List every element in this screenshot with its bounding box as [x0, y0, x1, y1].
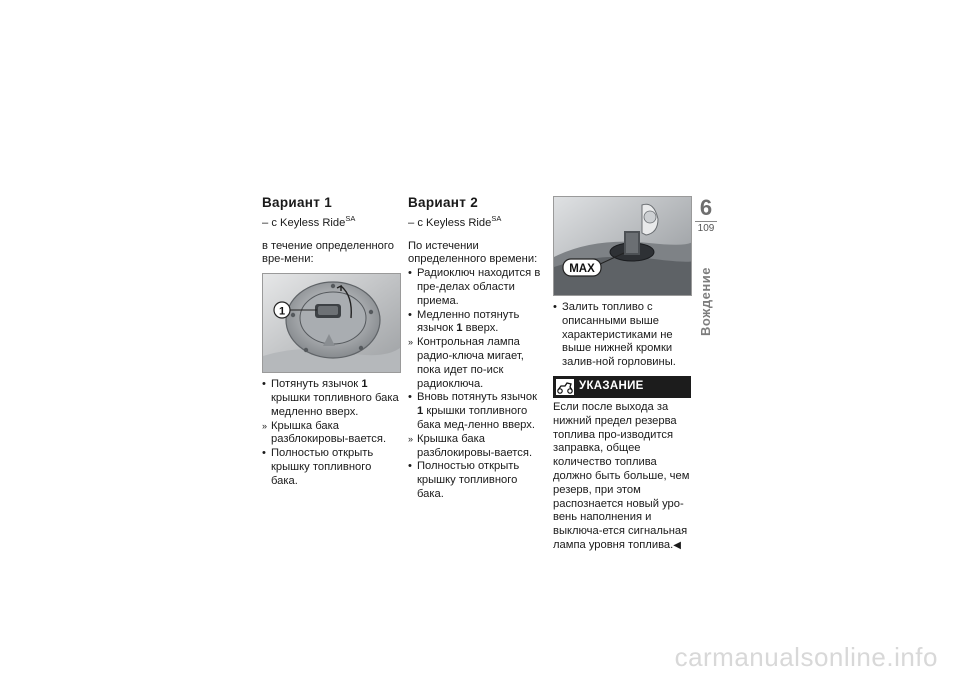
max-label: MAX	[569, 263, 595, 275]
end-mark: ◀	[673, 539, 681, 551]
list-item: • Вновь потянуть язычок 1 крышки топливного бака мед-ленно вверх.	[408, 391, 546, 432]
fuel-cap-illustration	[263, 274, 400, 372]
chapter-divider	[695, 221, 717, 222]
note-text: Если после выхода за нижний предел резерва топлива про-изводится заправка, общее количество топлива должно быть больше, чем резерв, при этом распознается новый уро-вень наполнения и выключа-ется сигнальная лампа уровня топлива.◀	[553, 400, 690, 551]
variant2-heading: Вариант 2	[408, 195, 479, 210]
fuel-cap-figure	[262, 273, 401, 373]
list-item: • Медленно потянуть язычок 1 вверх.	[408, 309, 546, 337]
list-item: • Потянуть язычок 1 крышки топливного бака медленно вверх.	[262, 378, 400, 419]
note-banner	[553, 376, 691, 398]
chapter-marker	[692, 196, 720, 235]
variant2-intro: По истечении определенного времени:	[408, 239, 538, 266]
variant2-subheading: – с Keyless Ride$^{SA}$	[408, 213, 502, 229]
note-label: УКАЗАНИЕ	[579, 380, 644, 393]
variant1-intro: в течение определенного вре-мени:	[262, 239, 394, 266]
list-item: • Залить топливо с описанными выше характеристиками не выше нижней кромки залив-ной горловины.	[553, 301, 691, 370]
variant2-column	[408, 196, 546, 502]
figure-callout-1: 1	[278, 305, 286, 318]
motorcycle-note-icon	[556, 379, 574, 395]
variant2-steps	[408, 267, 546, 502]
refuel-steps	[553, 301, 691, 370]
refuel-column	[553, 196, 691, 553]
variant1-heading: Вариант 1	[262, 195, 333, 210]
list-item: » Крышка бака разблокировы-вается.	[262, 420, 400, 448]
watermark: carmanualsonline.info	[674, 642, 938, 672]
chapter-number: 6	[699, 195, 713, 220]
list-item: • Радиоключ находится в пре-делах области приема.	[408, 267, 546, 308]
variant1-subheading: – с Keyless Ride$^{SA}$	[262, 213, 356, 229]
fuel-filler-illustration	[554, 197, 691, 295]
list-item: • Полностью открыть крышку топливного бака.	[262, 447, 400, 488]
list-item: » Крышка бака разблокировы-вается.	[408, 433, 546, 461]
chapter-title: Вождение	[698, 267, 713, 336]
page-number: 109	[697, 223, 715, 234]
list-item: • Полностью открыть крышку топливного бака.	[408, 460, 546, 501]
fuel-filler-figure	[553, 196, 692, 296]
list-item: » Контрольная лампа радио-ключа мигает, пока идет по-иск радиоключа.	[408, 336, 546, 391]
variant1-steps	[262, 378, 400, 488]
variant1-column	[262, 196, 400, 489]
